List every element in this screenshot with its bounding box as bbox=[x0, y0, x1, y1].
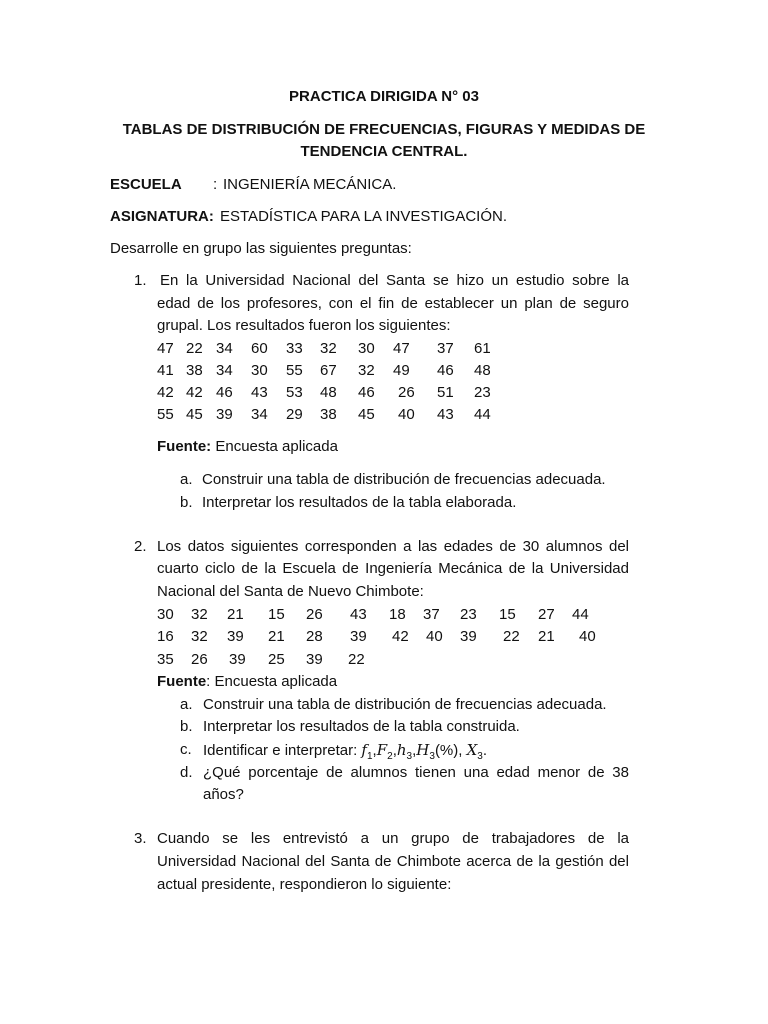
frequency-formula: $f_1,F_2,h_3,H_3(\%)$, $X_3$. bbox=[361, 741, 488, 762]
q2-item-b-text: Interpretar los resultados de la tabla construida. bbox=[203, 718, 520, 735]
fuente-label: Fuente bbox=[157, 673, 207, 690]
data-value: 37 bbox=[437, 340, 454, 357]
q1-item-b-text: Interpretar los resultados de la tabla elaborada. bbox=[202, 494, 517, 511]
q2-item-d-cont: años? bbox=[203, 786, 244, 803]
data-value: 22 bbox=[348, 651, 365, 668]
data-value: 33 bbox=[286, 340, 303, 357]
data-value: 21 bbox=[268, 628, 285, 645]
q2-item-a-text: Construir una tabla de distribución de frecuencias adecuada. bbox=[203, 696, 607, 713]
data-value: 43 bbox=[251, 384, 268, 401]
data-value: 38 bbox=[320, 406, 337, 423]
formula-symbol: f bbox=[361, 741, 367, 759]
data-value: 45 bbox=[358, 406, 375, 423]
data-value: 44 bbox=[474, 406, 491, 423]
data-value: 48 bbox=[474, 362, 491, 379]
data-value: 61 bbox=[474, 340, 491, 357]
subtitle-line-2: TENDENCIA CENTRAL. bbox=[300, 143, 468, 160]
q2-item-c-marker: c. bbox=[180, 741, 192, 758]
data-value: 28 bbox=[306, 628, 323, 645]
data-value: 39 bbox=[216, 406, 233, 423]
data-value: 38 bbox=[186, 362, 203, 379]
subtitle-line-1: TABLAS DE DISTRIBUCIÓN DE FRECUENCIAS, FIGURAS Y MEDIDAS DE bbox=[122, 121, 646, 138]
data-value: 22 bbox=[186, 340, 203, 357]
data-value: 35 bbox=[157, 651, 174, 668]
data-value: 45 bbox=[186, 406, 203, 423]
data-value: 16 bbox=[157, 628, 174, 645]
data-value: 46 bbox=[216, 384, 233, 401]
q2-item-d-text: ¿Qué porcentaje de alumnos tienen una edad menor de 38 bbox=[203, 764, 629, 781]
data-value: 25 bbox=[268, 651, 285, 668]
escuela-colon: : bbox=[213, 176, 218, 193]
data-value: 34 bbox=[216, 340, 233, 357]
data-value: 32 bbox=[320, 340, 337, 357]
data-value: 40 bbox=[426, 628, 443, 645]
q3-marker: 3. bbox=[134, 830, 147, 847]
q2-item-c-text: Identificar e interpretar: bbox=[203, 742, 358, 759]
data-value: 39 bbox=[227, 628, 244, 645]
q1-marker: 1. bbox=[134, 272, 147, 289]
data-value: 60 bbox=[251, 340, 268, 357]
data-value: 47 bbox=[393, 340, 410, 357]
asignatura-label: ASIGNATURA: bbox=[110, 208, 214, 225]
data-value: 21 bbox=[227, 606, 244, 623]
data-value: 29 bbox=[286, 406, 303, 423]
data-value: 51 bbox=[437, 384, 454, 401]
q2-item-d-marker: d. bbox=[180, 764, 193, 781]
data-value: 39 bbox=[460, 628, 477, 645]
q2-item-c bbox=[203, 741, 487, 762]
data-value: 34 bbox=[216, 362, 233, 379]
data-value: 22 bbox=[503, 628, 520, 645]
data-value: 32 bbox=[191, 606, 208, 623]
data-value: 42 bbox=[186, 384, 203, 401]
formula-symbol: X bbox=[466, 741, 478, 759]
data-value: 39 bbox=[350, 628, 367, 645]
q1-line-3: grupal. Los resultados fueron los siguientes: bbox=[157, 317, 451, 334]
formula-text: (%), bbox=[434, 742, 463, 759]
q2-line-3: Nacional del Santa de Nuevo Chimbote: bbox=[157, 583, 424, 600]
data-value: 37 bbox=[423, 606, 440, 623]
data-value: 40 bbox=[398, 406, 415, 423]
data-value: 26 bbox=[191, 651, 208, 668]
data-value: 55 bbox=[286, 362, 303, 379]
fuente-value: : Encuesta aplicada bbox=[206, 673, 338, 690]
page-title: PRACTICA DIRIGIDA N° 03 bbox=[289, 88, 479, 105]
formula-symbol: H bbox=[416, 741, 430, 759]
data-value: 46 bbox=[358, 384, 375, 401]
q1-fuente bbox=[157, 438, 338, 455]
data-value: 21 bbox=[538, 628, 555, 645]
intro-text: Desarrolle en grupo las siguientes preguntas: bbox=[110, 240, 412, 257]
data-value: 43 bbox=[350, 606, 367, 623]
data-value: 30 bbox=[251, 362, 268, 379]
data-value: 43 bbox=[437, 406, 454, 423]
q2-item-b-marker: b. bbox=[180, 718, 193, 735]
q2-marker: 2. bbox=[134, 538, 147, 555]
data-value: 44 bbox=[572, 606, 589, 623]
formula-subscript: 3 bbox=[406, 751, 413, 762]
formula-subscript: 1 bbox=[366, 751, 373, 762]
q1-line-2: edad de los profesores, con el fin de establecer un plan de seguro bbox=[157, 295, 629, 312]
q1-line-1: En la Universidad Nacional del Santa se hizo un estudio sobre la bbox=[160, 272, 629, 289]
data-value: 32 bbox=[358, 362, 375, 379]
data-value: 15 bbox=[268, 606, 285, 623]
q1-item-b-marker: b. bbox=[180, 494, 193, 511]
data-value: 23 bbox=[460, 606, 477, 623]
data-value: 30 bbox=[157, 606, 174, 623]
data-value: 32 bbox=[191, 628, 208, 645]
formula-text: . bbox=[482, 742, 488, 759]
data-value: 34 bbox=[251, 406, 268, 423]
q2-item-a-marker: a. bbox=[180, 696, 193, 713]
data-value: 18 bbox=[389, 606, 406, 623]
data-value: 40 bbox=[579, 628, 596, 645]
q1-item-a-marker: a. bbox=[180, 471, 193, 488]
escuela-label: ESCUELA bbox=[110, 176, 182, 193]
data-value: 15 bbox=[499, 606, 516, 623]
data-value: 26 bbox=[398, 384, 415, 401]
fuente-label: Fuente: bbox=[157, 438, 212, 455]
data-value: 41 bbox=[157, 362, 174, 379]
data-value: 46 bbox=[437, 362, 454, 379]
data-value: 48 bbox=[320, 384, 337, 401]
q2-line-1: Los datos siguientes corresponden a las edades de 30 alumnos del bbox=[157, 538, 629, 555]
data-value: 55 bbox=[157, 406, 174, 423]
data-value: 42 bbox=[392, 628, 409, 645]
q2-line-2: cuarto ciclo de la Escuela de Ingeniería Mecánica de la Universidad bbox=[157, 560, 629, 577]
formula-subscript: 3 bbox=[477, 751, 483, 762]
q1-item-a-text: Construir una tabla de distribución de frecuencias adecuada. bbox=[202, 471, 606, 488]
data-value: 49 bbox=[393, 362, 410, 379]
formula-subscript: 3 bbox=[429, 751, 435, 762]
q3-line-1: Cuando se les entrevistó a un grupo de trabajadores de la bbox=[157, 830, 629, 847]
data-value: 53 bbox=[286, 384, 303, 401]
data-value: 26 bbox=[306, 606, 323, 623]
formula-symbol: h bbox=[396, 741, 407, 759]
q3-line-3: actual presidente, respondieron lo siguiente: bbox=[157, 876, 452, 893]
data-value: 23 bbox=[474, 384, 491, 401]
fuente-value: Encuesta aplicada bbox=[215, 438, 338, 455]
data-value: 30 bbox=[358, 340, 375, 357]
formula-symbol: F bbox=[376, 741, 388, 759]
data-value: 47 bbox=[157, 340, 174, 357]
asignatura-value: ESTADÍSTICA PARA LA INVESTIGACIÓN. bbox=[220, 208, 508, 225]
formula-subscript: 2 bbox=[387, 751, 393, 762]
escuela-value: INGENIERÍA MECÁNICA. bbox=[223, 176, 397, 193]
data-value: 42 bbox=[157, 384, 174, 401]
q3-line-2: Universidad Nacional del Santa de Chimbote acerca de la gestión del bbox=[157, 853, 629, 870]
data-value: 39 bbox=[229, 651, 246, 668]
q2-fuente bbox=[157, 673, 337, 690]
data-value: 67 bbox=[320, 362, 337, 379]
data-value: 27 bbox=[538, 606, 555, 623]
data-value: 39 bbox=[306, 651, 323, 668]
